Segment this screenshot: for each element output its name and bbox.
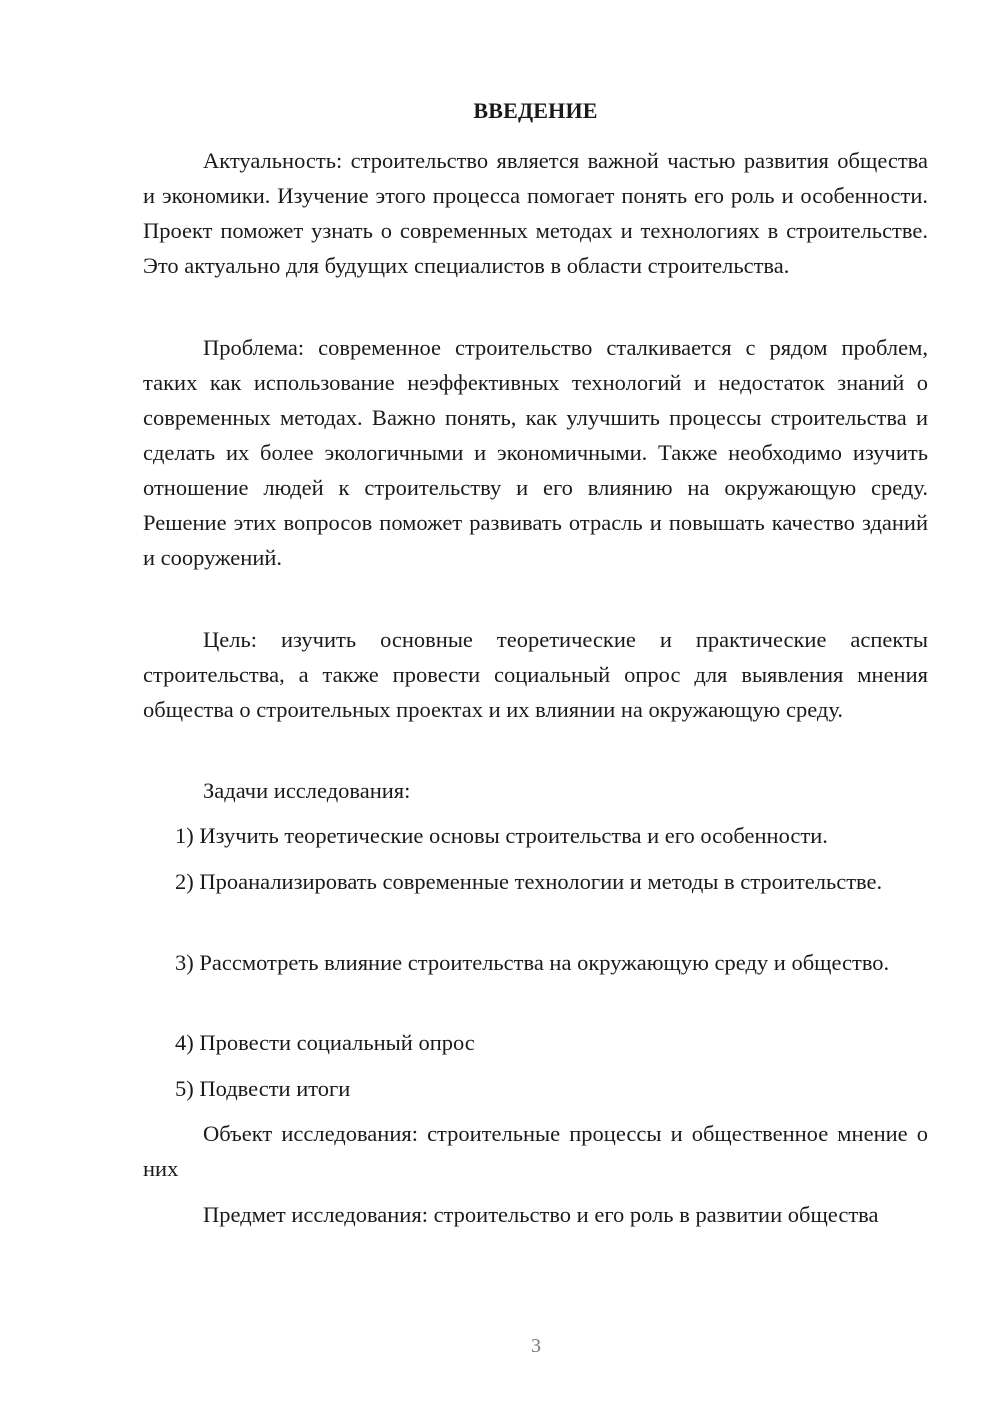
paragraph-object: Объект исследования: строительные процессы и общественное мнение о них xyxy=(143,1121,928,1181)
task-item: 3) Рассмотреть влияние строительства на окружающую среду и общество. xyxy=(175,950,890,975)
task-item: 2) Проанализировать современные технологии и методы в строительстве. xyxy=(175,869,883,894)
tasks-heading: Задачи исследования: xyxy=(203,778,411,803)
paragraph-goal: Цель: изучить основные теоретические и практические аспекты строительства, а также провести социальный опрос для выявления мнения общества о строительных проектах и их влиянии на окружающую среду. xyxy=(143,627,928,722)
task-item: 5) Подвести итоги xyxy=(175,1076,351,1101)
page-number: 3 xyxy=(531,1335,541,1357)
page-title: ВВЕДЕНИЕ xyxy=(473,98,598,123)
task-item: 4) Провести социальный опрос xyxy=(175,1030,475,1055)
paragraph-problem: Проблема: современное строительство сталкивается с рядом проблем, таких как использование неэффективных технологий и недостаток знаний о современных методах. Важно понять, как улучшить процессы строительства и сделать их более экологичными и экономичными. Также необходимо изучить отношение людей к строительству и его влиянию на окружающую среду. Решение этих вопросов поможет развивать отрасль и повышать качество зданий и сооружений. xyxy=(143,335,928,570)
task-item: 1) Изучить теоретические основы строительства и его особенности. xyxy=(175,823,828,848)
paragraph-relevance: Актуальность: строительство является важной частью развития общества и экономики. Изучение этого процесса помогает понять его роль и особенности. Проект поможет узнать о современных методах и технологиях в строительстве. Это актуально для будущих специалистов в области строительства. xyxy=(143,148,928,278)
paragraph-subject: Предмет исследования: строительство и его роль в развитии общества xyxy=(203,1202,879,1227)
